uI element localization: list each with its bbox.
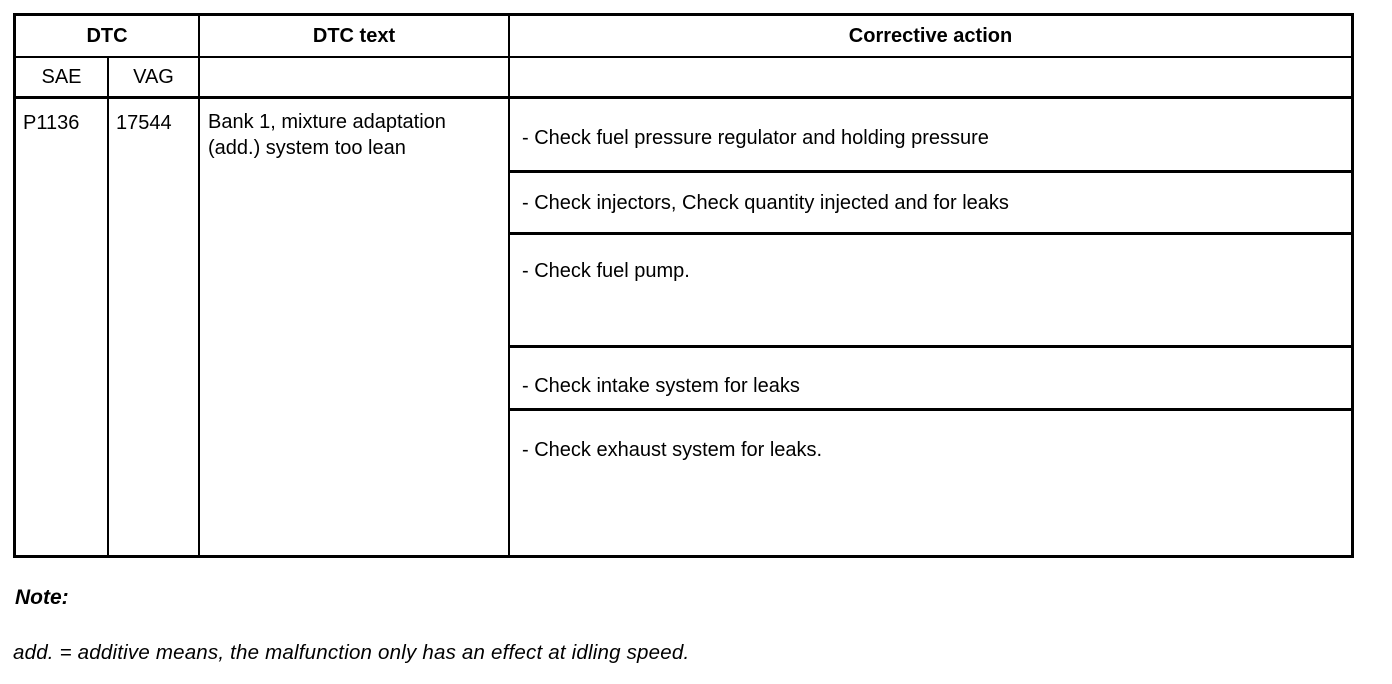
corrective-action-item-5: - Check exhaust system for leaks.: [522, 439, 823, 461]
cell-vag-code: 17544: [109, 99, 200, 555]
header-dtc: DTC: [16, 16, 200, 56]
subheader-sae: SAE: [16, 58, 109, 96]
table-header-row: [16, 16, 1351, 58]
corrective-action-item-4: - Check intake system for leaks: [510, 348, 1351, 411]
subheader-empty-dtc-text: [200, 58, 510, 96]
cell-dtc-text: Bank 1, mixture adaptation (add.) system too lean: [200, 99, 510, 555]
header-dtc-text: DTC text: [200, 16, 510, 56]
corrective-action-item-1: - Check fuel pressure regulator and holding pressure: [510, 99, 1351, 173]
cell-sae-code: P1136: [16, 99, 109, 555]
note-text: add. = additive means, the malfunction only has an effect at idling speed.: [13, 641, 690, 664]
table-subheader-row: [16, 58, 1351, 99]
corrective-action-item-3: - Check fuel pump.: [510, 235, 1351, 348]
dtc-table: [13, 13, 1354, 558]
corrective-action-item-2: - Check injectors, Check quantity injected and for leaks: [510, 173, 1351, 235]
subheader-vag: VAG: [109, 58, 200, 96]
header-corrective-action: Corrective action: [848, 24, 1013, 47]
note-label: Note:: [15, 586, 69, 609]
subheader-empty-corrective: [510, 58, 1351, 96]
cell-corrective-actions: [510, 99, 1351, 555]
table-row: [16, 99, 1351, 555]
